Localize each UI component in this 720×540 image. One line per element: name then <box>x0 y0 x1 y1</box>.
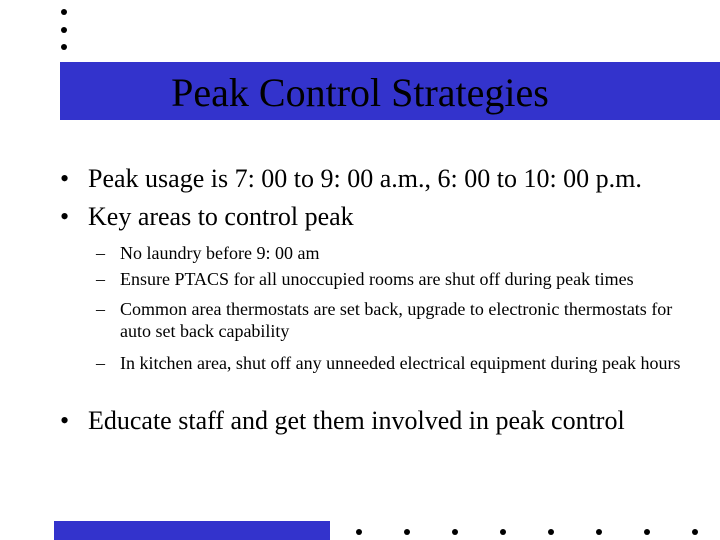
sub-bullet-item <box>96 242 716 264</box>
decor-dot-bottom-2 <box>404 529 410 535</box>
bullet-mark: • <box>60 406 70 435</box>
bullet-item <box>60 202 354 232</box>
decor-dot-bottom-7 <box>644 529 650 535</box>
sub-bullet-item <box>96 352 716 374</box>
decor-dot-bottom-5 <box>548 529 554 535</box>
sub-bullet-item <box>96 268 716 290</box>
sub-bullet-text: No laundry before 9: 00 am <box>120 243 320 263</box>
bullet-mark: • <box>60 202 70 231</box>
slide-title: Peak Control Strategies <box>171 70 549 115</box>
sub-bullet-mark: – <box>96 269 105 289</box>
bullet-text: Key areas to control peak <box>88 202 354 231</box>
footer-bar <box>54 521 330 540</box>
bullet-item <box>60 164 642 194</box>
decor-dot-bottom-6 <box>596 529 602 535</box>
sub-bullet-item <box>96 298 676 342</box>
sub-bullet-text: Ensure PTACS for all unoccupied rooms are shut off during peak times <box>120 269 634 289</box>
decor-dot-bottom-1 <box>356 529 362 535</box>
decor-dot-bottom-8 <box>692 529 698 535</box>
sub-bullet-mark: – <box>96 243 105 263</box>
decor-dot-bottom-4 <box>500 529 506 535</box>
sub-bullet-mark: – <box>96 353 105 373</box>
sub-bullet-text: Common area thermostats are set back, upgrade to electronic thermostats for auto set back capability <box>120 299 673 341</box>
decor-dot-bottom-3 <box>452 529 458 535</box>
bullet-item <box>60 406 625 436</box>
bullet-mark: • <box>60 164 70 193</box>
sub-bullet-mark: – <box>96 299 105 319</box>
sub-bullet-text: In kitchen area, shut off any unneeded electrical equipment during peak hours <box>120 353 681 373</box>
bullet-text: Educate staff and get them involved in peak control <box>88 406 625 435</box>
bullet-text: Peak usage is 7: 00 to 9: 00 a.m., 6: 00 to 10: 00 p.m. <box>88 164 642 193</box>
